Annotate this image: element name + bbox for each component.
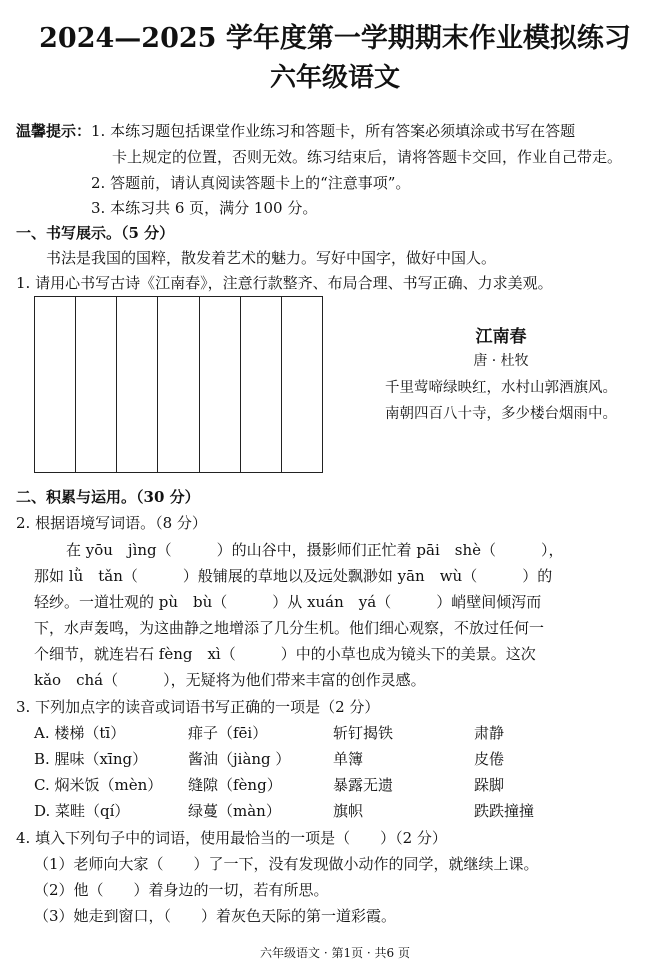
poem-line-2: 南朝四百八十寺，多少楼台烟雨中。 [385, 406, 617, 422]
option-a-word-3: 斩钉揭铁 [333, 724, 394, 742]
option-c-word-1: C. 焖米饭（mèn） [34, 776, 163, 794]
question-3-stem: 3. 下列加点字的读音或词语书写正确的一项是（2 分） [16, 698, 380, 716]
poem-author: 唐 · 杜牧 [473, 353, 529, 369]
writing-column[interactable] [200, 297, 241, 472]
question-2-line: 下，水声轰鸣，为这曲静之地增添了几分生机。他们细心观察，不放过任何一 [34, 619, 545, 637]
option-a-word-2: 痱子（fēi） [188, 724, 268, 742]
option-c-word-2: 缝隙（fèng） [188, 776, 282, 794]
writing-column[interactable] [117, 297, 158, 472]
section-2-heading: 二、积累与运用。（30 分） [16, 488, 200, 506]
option-b-word-4: 皮倦 [474, 750, 505, 768]
exam-subtitle: 六年级语文 [269, 63, 400, 93]
notice-item-1-line-1: 1. 本练习题包括课堂作业练习和答题卡，所有答案必须填涂或书写在答题 [91, 122, 576, 140]
question-2-line: 在 yōu jìng（ ）的山谷中，摄影师们正忙着 pāi shè（ ）， [66, 541, 564, 559]
option-d-word-3: 旗帜 [333, 802, 364, 820]
question-4-stem: 4. 填入下列句子中的词语，使用最恰当的一项是（ ）（2 分） [16, 829, 447, 847]
poem-title: 江南春 [475, 327, 527, 347]
question-4-item: （2）他（ ）着身边的一切，若有所思。 [34, 881, 329, 899]
option-c-word-4: 跺脚 [474, 776, 505, 794]
writing-column[interactable] [158, 297, 199, 472]
writing-column[interactable] [241, 297, 282, 472]
option-c-word-3: 暴露无遗 [333, 776, 394, 794]
option-d-word-4: 跌跌撞撞 [474, 802, 535, 820]
writing-column[interactable] [76, 297, 117, 472]
exam-title: 2024—2025 学年度第一学期期末作业模拟练习 [39, 23, 631, 54]
question-2-line: 个细节，就连岩石 fèng xì（ ）中的小草也成为镜头下的美景。这次 [34, 645, 536, 663]
option-b-word-1: B. 腥味（xīng） [34, 750, 148, 768]
page-footer: 六年级语文 · 第1页 · 共6 页 [260, 946, 410, 960]
option-a-word-4: 肃静 [474, 724, 505, 742]
question-4-item: （1）老师向大家（ ）了一下，没有发现做小动作的同学，就继续上课。 [34, 855, 539, 873]
question-2-line: 轻纱。一道壮观的 pù bù（ ）从 xuán yá（ ）峭壁间倾泻而 [34, 593, 542, 611]
option-b-word-2: 酱油（jiàng ） [188, 750, 291, 768]
question-1: 1. 请用心书写古诗《江南春》，注意行款整齐、布局合理、书写正确、力求美观。 [16, 274, 553, 292]
option-a-word-1: A. 楼梯（tī） [34, 724, 126, 742]
writing-column[interactable] [35, 297, 76, 472]
writing-grid[interactable] [34, 296, 323, 473]
writing-column[interactable] [282, 297, 322, 472]
option-b-word-3: 单簿 [333, 750, 364, 768]
notice-item-1-line-2: 卡上规定的位置，否则无效。练习结束后，请将答题卡交回，作业自己带走。 [112, 148, 623, 166]
notice-label: 温馨提示： [16, 122, 92, 140]
option-d-word-1: D. 菜畦（qí） [34, 802, 130, 820]
question-2-line: 那如 lǜ tǎn（ ）般铺展的草地以及远处飘渺如 yān wù（ ）的 [34, 567, 553, 585]
section-1-heading: 一、书写展示。（5 分） [16, 224, 175, 242]
question-2-line: kǎo chá（ ），无疑将为他们带来丰富的创作灵感。 [34, 671, 426, 689]
option-d-word-2: 绿蔓（màn） [188, 802, 281, 820]
poem-line-1: 千里莺啼绿映红，水村山郭酒旗风。 [385, 380, 617, 396]
section-1-intro: 书法是我国的国粹，散发着艺术的魅力。写好中国字，做好中国人。 [46, 249, 497, 267]
question-4-item: （3）她走到窗口，（ ）着灰色天际的第一道彩霞。 [34, 907, 397, 925]
question-2-stem: 2. 根据语境写词语。（8 分） [16, 514, 207, 532]
notice-item-2: 2. 答题前，请认真阅读答题卡上的“注意事项”。 [91, 174, 411, 192]
notice-item-3: 3. 本练习共 6 页，满分 100 分。 [91, 199, 318, 217]
